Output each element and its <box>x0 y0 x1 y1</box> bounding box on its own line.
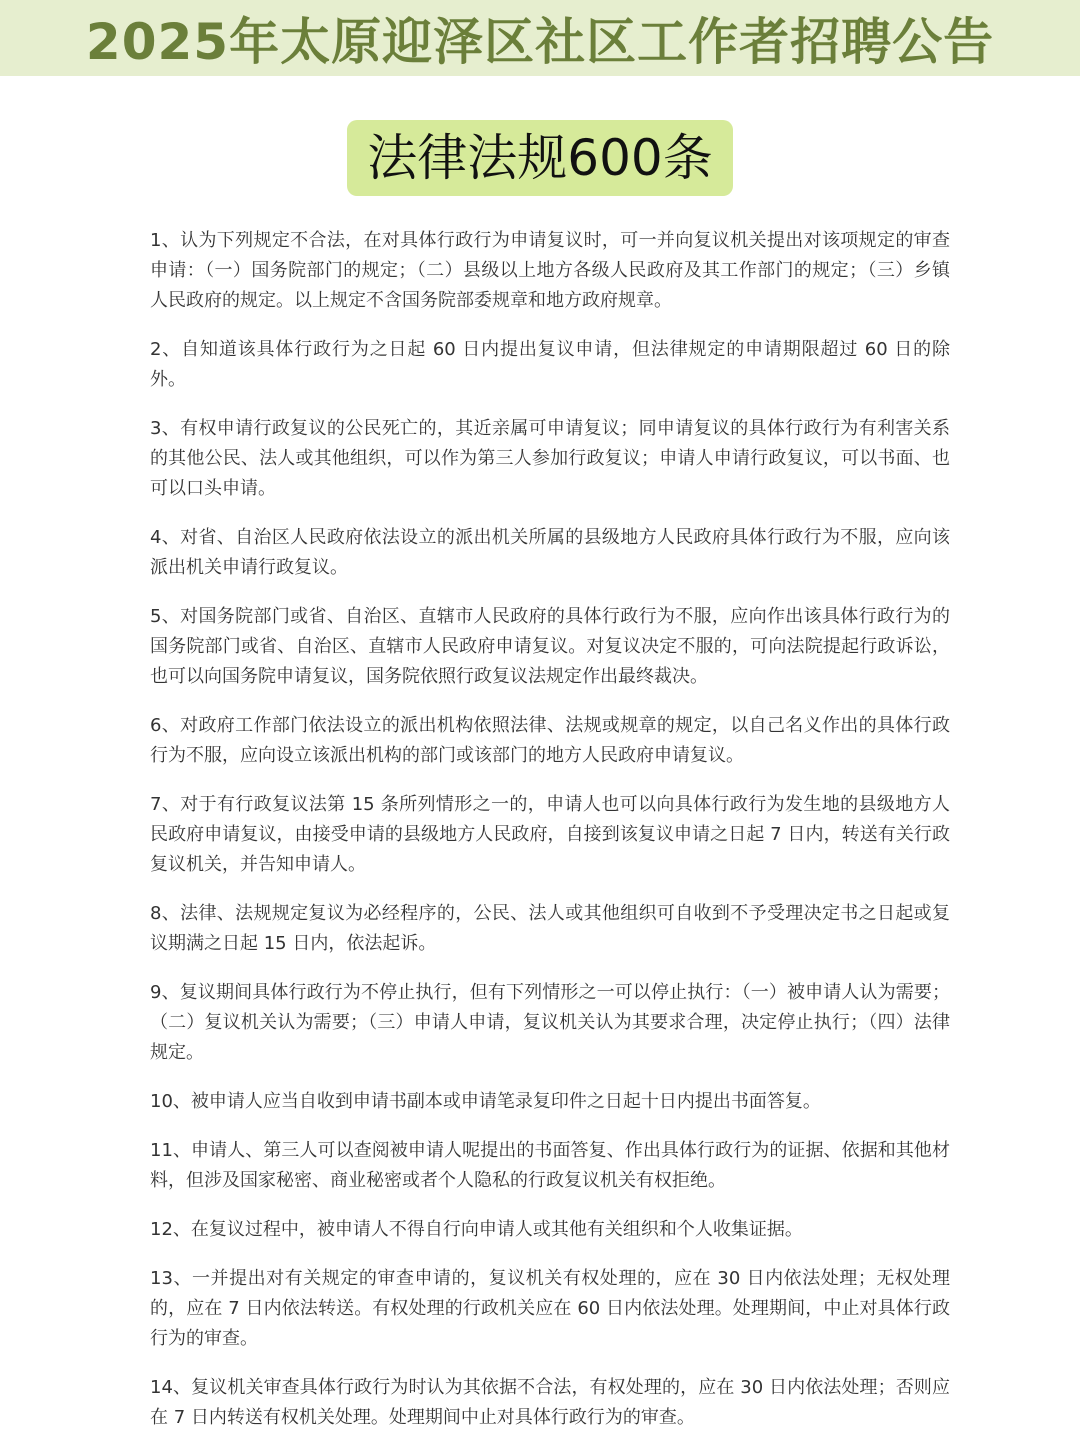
list-item: 3、有权申请行政复议的公民死亡的，其近亲属可申请复议；同申请复议的具体行政行为有利害关系的其他公民、法人或其他组织，可以作为第三人参加行政复议；申请人申请行政复议，可以书面、也可以口头申请。 <box>150 418 950 499</box>
list-item: 13、一并提出对有关规定的审查申请的，复议机关有权处理的，应在 30 日内依法处理；无权处理的，应在 7 日内依法转送。有权处理的行政机关应在 60 日内依法处理。处理期间，中止对具体行政行为的审查。 <box>150 1268 950 1349</box>
subtitle-wrapper <box>0 120 1080 196</box>
article-body <box>150 226 950 1452</box>
list-item: 5、对国务院部门或省、自治区、直辖市人民政府的具体行政行为不服，应向作出该具体行政行为的国务院部门或省、自治区、直辖市人民政府申请复议。对复议决定不服的，可向法院提起行政诉讼，也可以向国务院申请复议，国务院依照行政复议法规定作出最终裁决。 <box>150 606 950 687</box>
list-item: 9、复议期间具体行政行为不停止执行，但有下列情形之一可以停止执行：（一）被申请人认为需要；（二）复议机关认为需要；（三）申请人申请，复议机关认为其要求合理，决定停止执行；（四）法律规定。 <box>150 982 950 1063</box>
list-item: 11、申请人、第三人可以查阅被申请人呢提出的书面答复、作出具体行政行为的证据、依据和其他材料，但涉及国家秘密、商业秘密或者个人隐私的行政复议机关有权拒绝。 <box>150 1140 950 1191</box>
list-item: 12、在复议过程中，被申请人不得自行向申请人或其他有关组织和个人收集证据。 <box>150 1219 803 1240</box>
list-item: 10、被申请人应当自收到申请书副本或申请笔录复印件之日起十日内提出书面答复。 <box>150 1091 821 1112</box>
header-banner <box>0 0 1080 76</box>
list-item: 4、对省、自治区人民政府依法设立的派出机关所属的县级地方人民政府具体行政行为不服，应向该派出机关申请行政复议。 <box>150 527 950 578</box>
page-title: 2025年太原迎泽区社区工作者招聘公告 <box>85 13 995 71</box>
section-subtitle: 法律法规600条 <box>347 120 732 196</box>
list-item: 1、认为下列规定不合法，在对具体行政行为申请复议时，可一并向复议机关提出对该项规定的审查申请：（一）国务院部门的规定；（二）县级以上地方各级人民政府及其工作部门的规定；（三）乡镇人民政府的规定。以上规定不含国务院部委规章和地方政府规章。 <box>150 230 950 311</box>
list-item: 8、法律、法规规定复议为必经程序的，公民、法人或其他组织可自收到不予受理决定书之日起或复议期满之日起 15 日内，依法起诉。 <box>150 903 950 954</box>
list-item: 2、自知道该具体行政行为之日起 60 日内提出复议申请，但法律规定的申请期限超过 60 日的除外。 <box>150 339 950 390</box>
list-item: 14、复议机关审查具体行政行为时认为其依据不合法，有权处理的，应在 30 日内依法处理；否则应在 7 日内转送有权机关处理。处理期间中止对具体行政行为的审查。 <box>150 1377 950 1428</box>
list-item: 7、对于有行政复议法第 15 条所列情形之一的，申请人也可以向具体行政行为发生地的县级地方人民政府申请复议，由接受申请的县级地方人民政府，自接到该复议申请之日起 7 日内，转送有关行政复议机关，并告知申请人。 <box>150 794 950 875</box>
list-item: 6、对政府工作部门依法设立的派出机构依照法律、法规或规章的规定，以自己名义作出的具体行政行为不服，应向设立该派出机构的部门或该部门的地方人民政府申请复议。 <box>150 715 950 766</box>
